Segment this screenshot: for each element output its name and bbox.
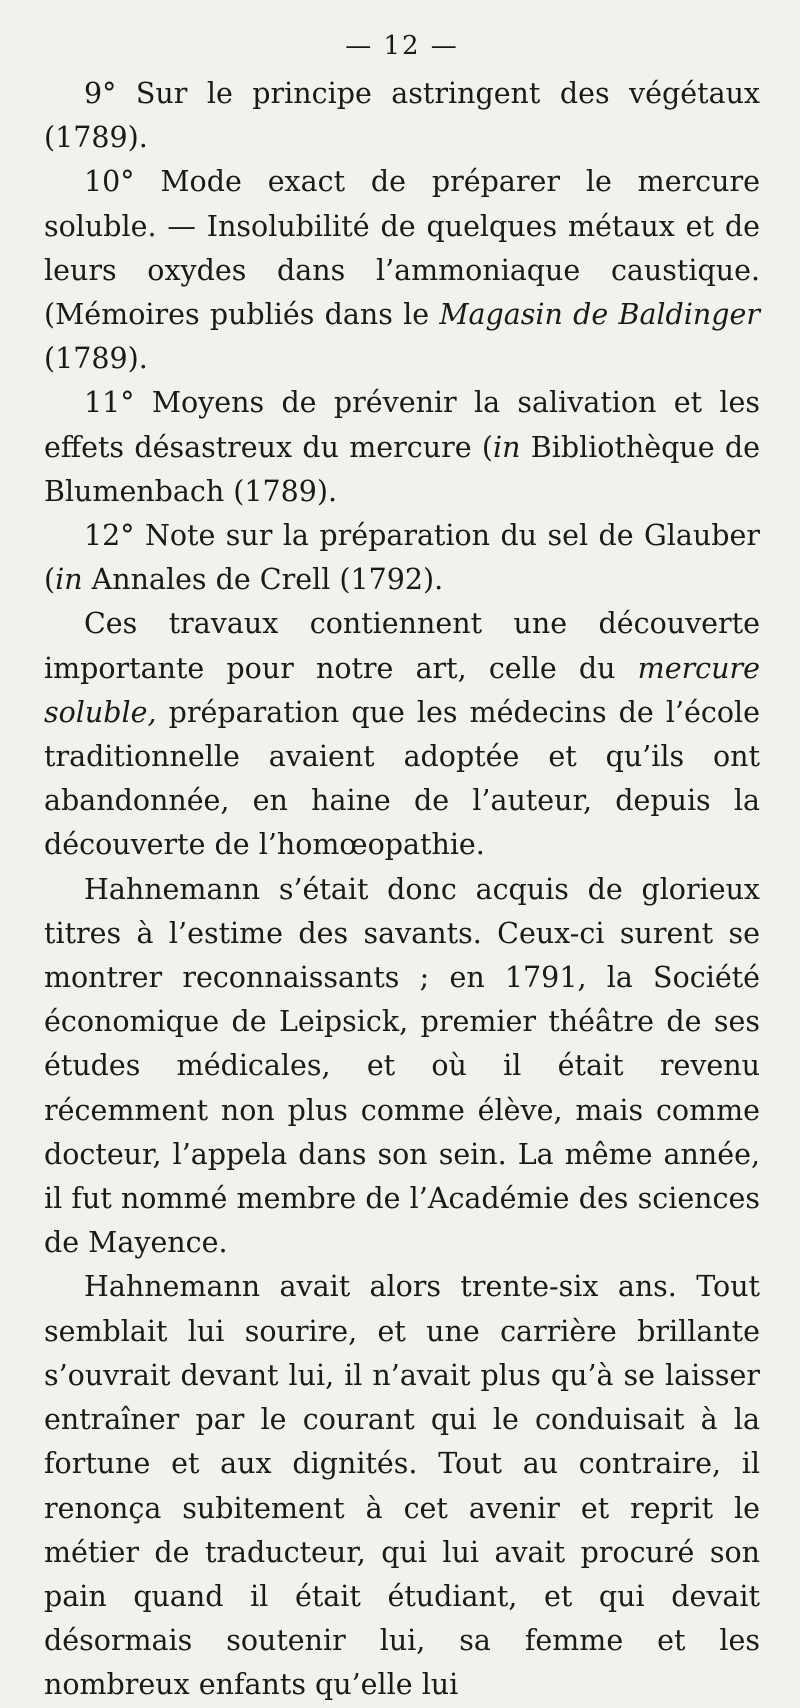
publication-text: 12° Note sur la préparation du sel de Glauber ( [44, 519, 760, 597]
page-number: — 12 — [345, 31, 459, 61]
publication-text: (1789). [44, 342, 148, 376]
paragraph-text: préparation que les médecins de l’école traditionnelle avaient adoptée et qu’ils ont abandonnée, en haine de l’auteur, depuis la découverte de l’homœopathie. [44, 695, 760, 862]
publication-list-item [44, 72, 760, 160]
publication-text: Annales de Crell (1792). [82, 563, 444, 597]
paragraph-italic: mercure soluble, [44, 651, 760, 729]
publication-italic: in [55, 563, 83, 597]
publication-text: 10° Mode exact de préparer le mercure soluble. — Insolubilité de quelques métaux et de leurs oxydes dans l’ammoniaque caustique. (Mémoires publiés dans le [44, 165, 760, 332]
publication-list-item [44, 381, 760, 514]
publication-text: Bibliothèque de Blumenbach (1789). [44, 430, 761, 508]
paragraph-text: Hahnemann s’était donc acquis de glorieux titres à l’estime des savants. Ceux-ci surent se montrer reconnaissants ; en 1791, la Société économique de Leipsick, premier théâtre de ses études médicales, et où il était revenu récemment non plus comme élève, mais comme docteur, l’appela dans son sein. La même année, il fut nommé membre de l’Académie des sciences de Mayence. [44, 872, 760, 1260]
publication-title-italic: Magasin de Baldinger [439, 298, 760, 332]
publication-list-item [44, 514, 760, 602]
body-paragraph [44, 868, 760, 1266]
body-paragraph [44, 602, 760, 867]
paragraph-text: Hahnemann avait alors trente-six ans. Tout semblait lui sourire, et une carrière brillante s’ouvrait devant lui, il n’avait plus qu’à se laisser entraîner par le courant qui le conduisait à la fortune et aux dignités. Tout au contraire, il renonça subitement à cet avenir et reprit le métier de traducteur, qui lui avait procuré son pain quand il était étudiant, et qui devait désormais soutenir lui, sa femme et les nombreux enfants qu’elle lui [44, 1270, 760, 1702]
page-body [44, 72, 760, 1708]
publication-list-item [44, 160, 760, 381]
publication-text: 9° Sur le principe astringent des végétaux (1789). [44, 77, 760, 155]
paragraph-text: Ces travaux contiennent une découverte importante pour notre art, celle du [44, 607, 760, 685]
body-paragraph [44, 1265, 760, 1707]
publication-text: 11° Moyens de prévenir la salivation et les effets désastreux du mercure ( [44, 386, 760, 464]
publication-italic: in [493, 430, 521, 464]
